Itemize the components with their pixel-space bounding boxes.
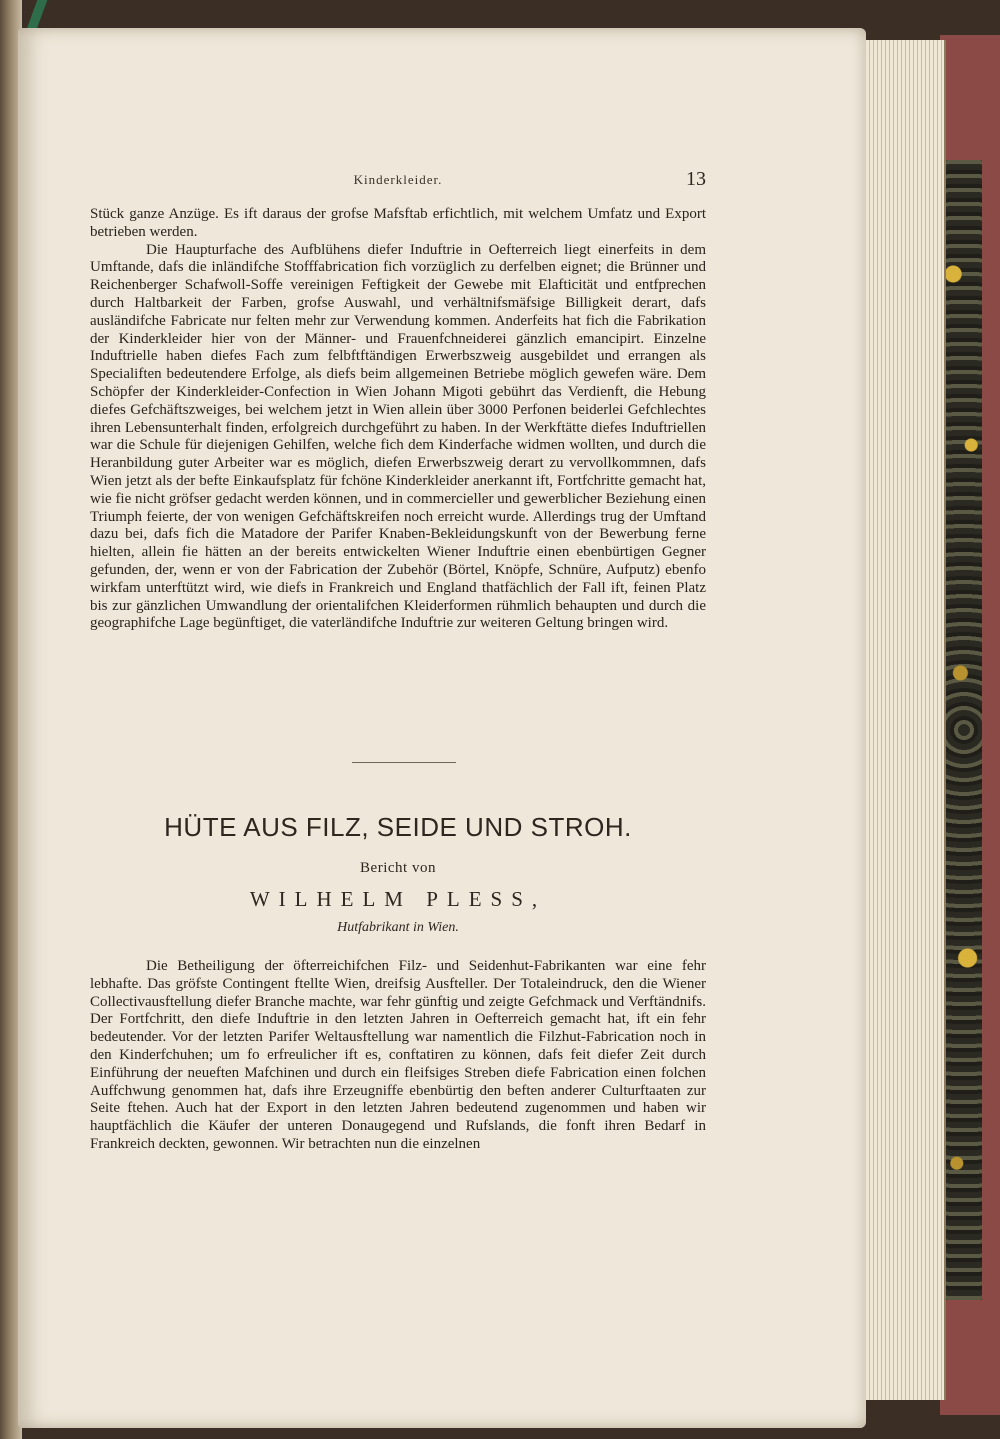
- page-header: [90, 168, 706, 192]
- running-title: Kinderkleider.: [353, 172, 443, 187]
- page-number: 13: [686, 168, 706, 190]
- section-divider: [352, 762, 456, 763]
- paragraph: Die Haupturfache des Aufblühens diefer Induftrie in Oefterreich liegt einerfeits in dem Umftande, dafs die inländifche Stofffabrication fich vorzüglich zu derfelben eignet; die Brünner und Reichenberger Schafwoll-Soffe vereinigen Feftigkeit der Gewebe mit Elafticität und entfprechen durch Haltbarkeit der Farben, grofse Auswahl, und verhältnifsmäfsige Billigkeit derart, dafs ausländifche Fabricate nur felten mehr zur Verwendung kommen. Anderfeits hat fich die Fabrikation der Kinderkleider hier von der Männer- und Frauenfchneiderei gänzlich emancipirt. Einzelne Induftrielle haben diefes Fach zum felbftftändigen Erwerbszweig ausgebildet und errangen als Specialiften bedeutendere Erfolge, als diefs beim allgemeinen Betriebe möglich gewefen wäre. Dem Schöpfer der Kinderkleider-Confection in Wien Johann Migoti gebührt das Verdienft, die Hebung diefes Gefchäftszweiges, bei welchem jetzt in Wien allein über 3000 Perfonen beiderlei Gefchlechtes ihren Lebensunterhalt finden, erfolgreich durchgeführt zu haben. In der Werkftätte diefes Induftriellen war die Schule für diejenigen Gehilfen, welche fich dem Kinderfache widmen wollten, und durch die Heranbildung guter Arbeiter war es möglich, diefen Erwerbszweig derart zu vervollkommnen, dafs Wien jetzt als der befte Einkaufsplatz für fchöne Kinderkleider anerkannt ift, Fortfchritte gemacht hat, wie fie nicht gröfser gedacht werden können, und in commercieller und gewerblicher Beziehung einen Triumph feierte, der von wenigen Gefchäftskreifen noch erreicht wurde. Allerdings trug der Umftand dazu bei, dafs fich die Matadore der Parifer Knaben-Bekleidungskunft von der Bewerbung ferne hielten, allein fie hätten an der bereits entwickelten Wiener Induftrie einen ebenbürtigen Gegner gefunden, der, wenn er von der Fabrication der Zubehör (Börtel, Knöpfe, Schnüre, Aufputz) ebenfo wirkfam unterftützt wird, wie diefs in Frankreich und England thatfächlich der Fall ift, feinen Platz bis zur gänzlichen Umwandlung der orientalifchen Kleiderformen rühmlich behaupten und durch die geographifche Lage begünftiget, die vaterländifche Induftrie zur weiteren Geltung bringen wird.: [90, 241, 706, 632]
- section1-body: [90, 206, 706, 633]
- paragraph: Die Betheiligung der öfterreichifchen Filz- und Seidenhut-Fabrikanten war eine fehr lebhafte. Das gröfste Contingent ftellte Wien, dreifsig Ausfteller. Der Totaleindruck, den die Wiener Collectivausftellung diefer Branche machte, war fehr günftig und zeigte Gefchmack und Verftändnifs. Der Fortfchritt, den diefe Induftrie in den letzten Jahren in Oefterreich gemacht hat, ift ein fehr bedeutender. Vor der letzten Parifer Weltausftellung war namentlich die Filzhut-Fabrication noch in den Kinderfchuhen; um fo erfreulicher ift es, conftatiren zu können, dafs feit diefer Zeit durch Einführung der neueften Mafchinen und durch ein fleifsiges Streben diefe Fabrication einen folchen Auffchwung genommen hat, dafs ihre Erzeugniffe ebenbürtig den beften anderer Culturftaaten zur Seite ftehen. Auch hat der Export in den letzten Jahren bedeutend zugenommen und haben wir hauptfächlich die Käufer der unteren Donaugegend und Rufslands, die fonft ihren Bedarf in Frankreich deckten, gewonnen. Wir betrachten nun die einzelnen: [90, 958, 706, 1152]
- report-by-line: Bericht von: [360, 860, 436, 876]
- paragraph: Stück ganze Anzüge. Es ift daraus der grofse Mafsftab erfichtlich, mit welchem Umfatz und Export betrieben werden.: [90, 206, 706, 240]
- page-edges: [862, 40, 946, 1400]
- author-role: Hutfabrikant in Wien.: [337, 920, 459, 935]
- section2-body: [90, 958, 706, 1154]
- section-title: HÜTE AUS FILZ, SEIDE UND STROH.: [164, 812, 632, 842]
- marbled-edge: [946, 160, 982, 1300]
- author-name: WILHELM PLESS,: [249, 887, 547, 911]
